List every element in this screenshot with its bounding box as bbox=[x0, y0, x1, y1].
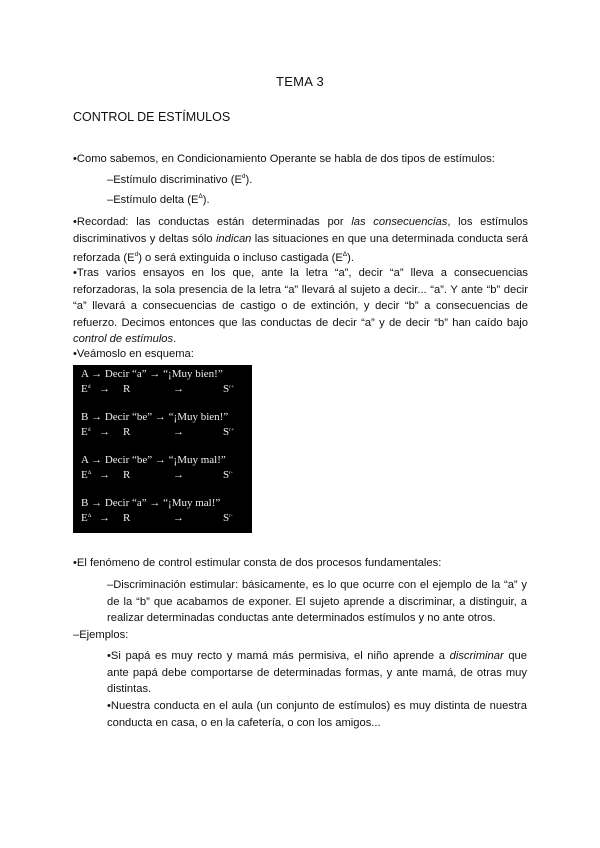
veamoslo-text: •Veámoslo en esquema: bbox=[73, 348, 194, 360]
page-title: TEMA 3 bbox=[275, 74, 325, 89]
list-item-discriminativo: –Estímulo discriminativo $(E^d)$. bbox=[107, 173, 253, 186]
ejemplos-heading: –Ejemplos: bbox=[73, 629, 129, 641]
section-heading: CONTROL DE ESTÍMULOS bbox=[73, 110, 231, 124]
fenomeno-text: •El fenómeno de control estimular consta de dos procesos fundamentales: bbox=[73, 557, 442, 569]
schema-diagram: A → Decir “a” → “¡Muy bien!” $E^d$ → R → $S^{r+}$ B → Decir “be” → “¡Muy bien!” $E^d$ → R → $S^{r+}$ A → Decir “be” → “¡Muy mal!” $E^\Delta$ → R → $S^{r-}$ B → Decir “a” → “¡Muy mal!” $E^\Delta$ → R → $S^{r-}$ bbox=[73, 365, 252, 533]
intro-paragraph: •Como sabemos, en Condicionamiento Operante se habla de dos tipos de estímulos: bbox=[73, 153, 495, 165]
tras-paragraph: •Tras varios ensayos en los que, ante la letra “a”, decir “a” lleva a consecuencias reforzadoras, la sola presencia de la letra “a” llevará al sujeto a decir... “a”. Y ante “b” decir “a” llevará a consecuencias de castigo o de extinción, y decir “b” a consecuencias de refuerzo. Decimos entonces que las conductas de decir “a” y de decir “b” han caído bajo control de estímulos. bbox=[73, 267, 528, 346]
list-item-delta: –Estímulo delta $(E^\Delta)$. bbox=[107, 193, 210, 206]
recordad-paragraph: •Recordad: las conductas están determinadas por las consecuencias, los estímulos discriminativos y deltas sólo indican las situaciones en que una determinada conducta será reforzada $(E^d)$ o será extinguida o incluso castigada $(E^\Delta)$. bbox=[73, 216, 528, 265]
example-1-paragraph: •Si papá es muy recto y mamá más permisiva, el niño aprende a discriminar que ante papá debe comportarse de determinadas formas, y ante mamá, de otras muy distintas. bbox=[107, 650, 527, 696]
discriminacion-paragraph: –Discriminación estimular: básicamente, es lo que ocurre con el ejemplo de la “a” y de la “b” que acabamos de exponer. El sujeto aprende a discriminar, a distinguir, a realizar determinadas conductas ante determinados estímulos y no ante otros. bbox=[107, 579, 527, 625]
example-2-paragraph: •Nuestra conducta en el aula (un conjunto de estímulos) es muy distinta de nuestra conducta en casa, o en la cafetería, o con los amigos... bbox=[107, 700, 527, 729]
